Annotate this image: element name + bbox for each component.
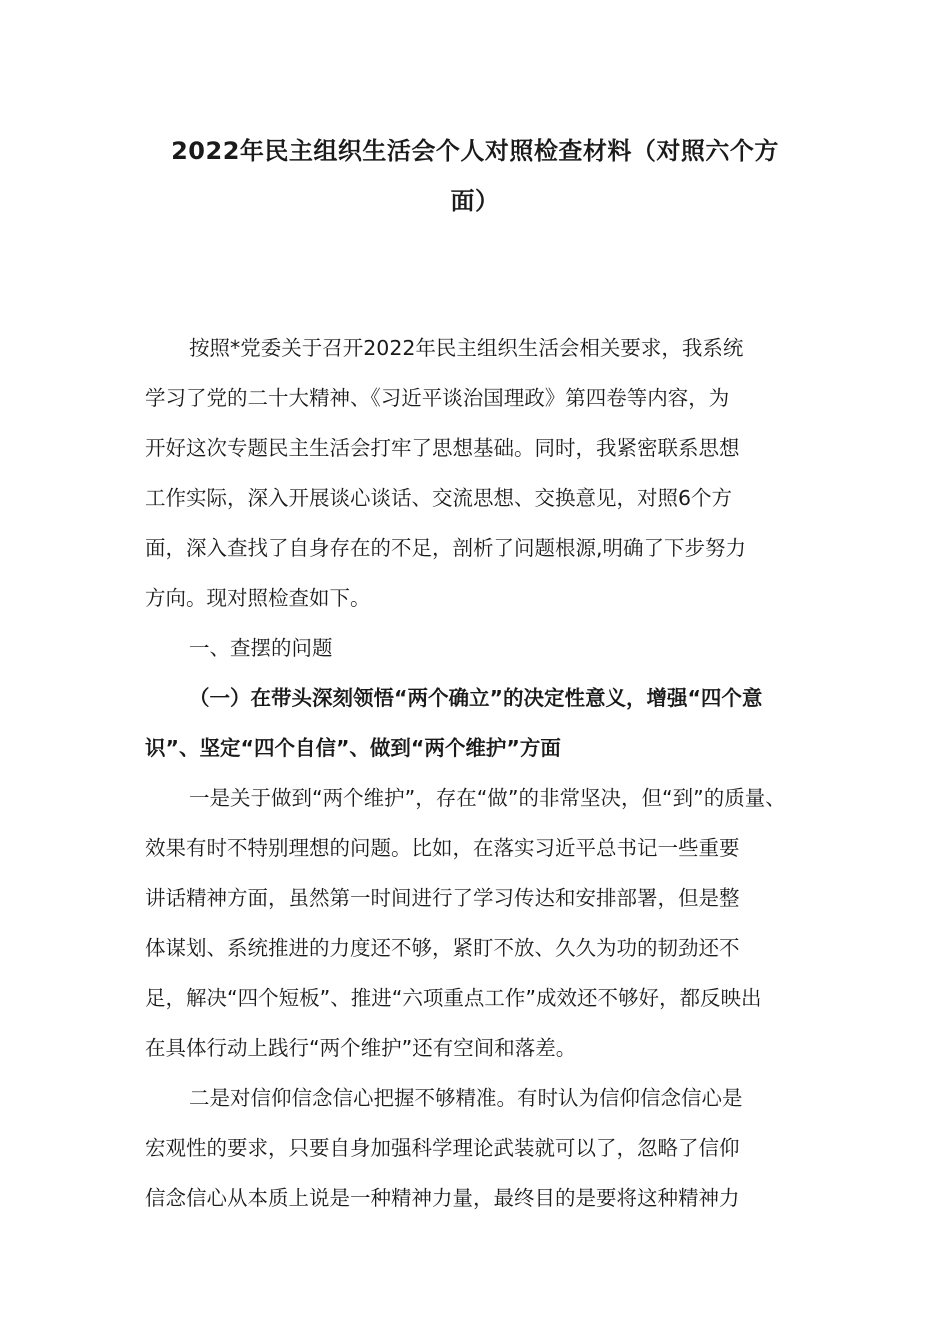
document-title [145, 126, 805, 226]
text-line: 在具体行动上践行“两个维护”还有空间和落差。 [145, 1036, 577, 1060]
text-line: 体谋划、系统推进的力度还不够，紧盯不放、久久为功的韧劲还不 [145, 936, 740, 960]
text-line: 讲话精神方面，虽然第一时间进行了学习传达和安排部署，但是整 [145, 886, 740, 910]
document-body [145, 323, 835, 1223]
text-line: （一）在带头深刻领悟“两个确立”的决定性意义，增强“四个意 [189, 686, 763, 710]
text-line: 面，深入查找了自身存在的不足，剖析了问题根源,明确了下步努力 [145, 536, 747, 560]
text-line: 宏观性的要求，只要自身加强科学理论武装就可以了，忽略了信仰 [145, 1136, 740, 1160]
text-line: 一、查摆的问题 [189, 636, 333, 660]
text-line: 一是关于做到“两个维护”，存在“做”的非常坚决，但“到”的质量、 [189, 786, 786, 810]
section-heading [145, 623, 835, 673]
intro-paragraph [145, 323, 835, 623]
issue-paragraph-1 [145, 773, 835, 1073]
text-line: 足，解决“四个短板”、推进“六项重点工作”成效还不够好，都反映出 [145, 986, 762, 1010]
title-line-2: 面） [450, 187, 500, 215]
text-line: 开好这次专题民主生活会打牢了思想基础。同时，我紧密联系思想 [145, 436, 740, 460]
text-line: 工作实际，深入开展谈心谈话、交流思想、交换意见，对照6个方 [145, 486, 733, 510]
text-line: 信念信心从本质上说是一种精神力量，最终目的是要将这种精神力 [145, 1186, 740, 1210]
text-line: 学习了党的二十大精神、《习近平谈治国理政》第四卷等内容，为 [145, 386, 730, 410]
text-line: 效果有时不特别理想的问题。比如，在落实习近平总书记一些重要 [145, 836, 740, 860]
text-line: 二是对信仰信念信心把握不够精准。有时认为信仰信念信心是 [189, 1086, 743, 1110]
text-line: 方向。现对照检查如下。 [145, 586, 371, 610]
issue-paragraph-2 [145, 1073, 835, 1223]
title-line-1: 2022年民主组织生活会个人对照检查材料（对照六个方 [171, 137, 779, 165]
text-line: 识”、坚定“四个自信”、做到“两个维护”方面 [145, 736, 561, 760]
text-line: 按照*党委关于召开2022年民主组织生活会相关要求，我系统 [189, 336, 744, 360]
subsection-heading [145, 673, 835, 773]
